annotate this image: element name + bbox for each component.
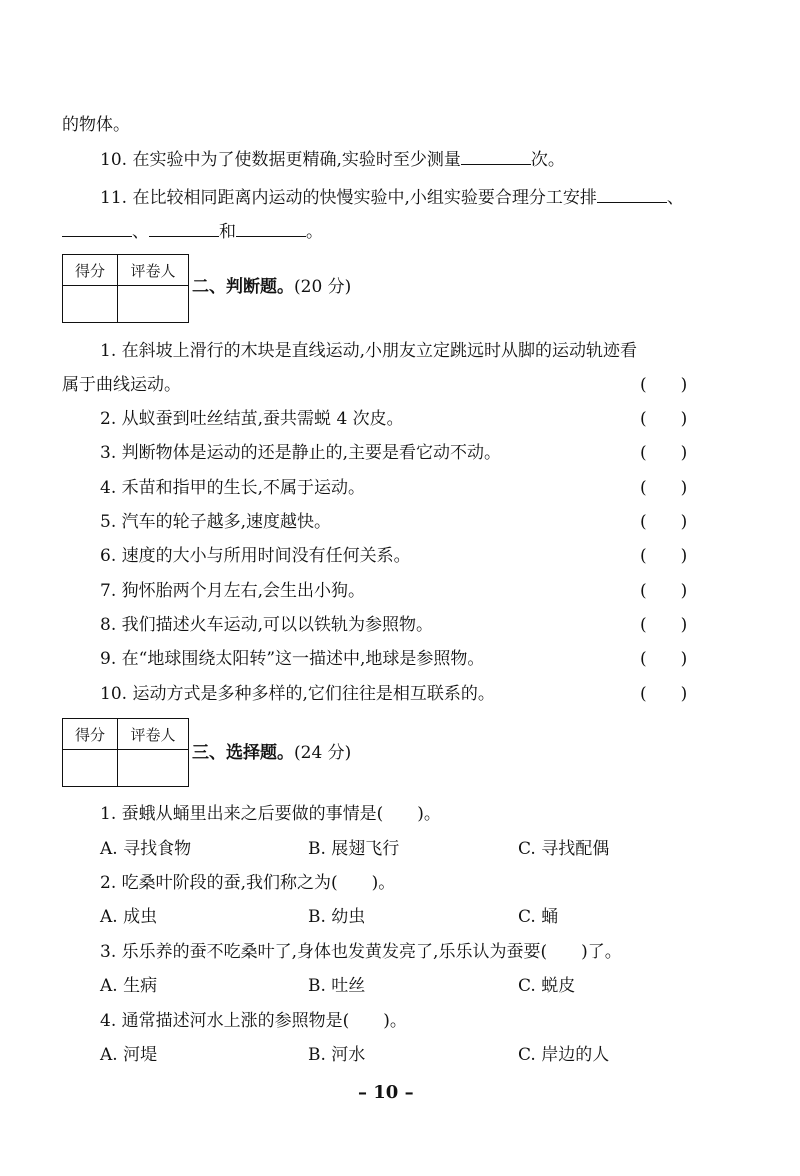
- question-text: 从蚁蚕到吐丝结茧,蚕共需蜕 4 次皮。: [121, 409, 404, 429]
- answer-paren[interactable]: ( ): [640, 512, 688, 532]
- question-text: 在斜坡上滑行的木块是直线运动,小朋友立定跳远时从脚的运动轨迹看: [121, 341, 638, 361]
- choice-option-c[interactable]: C. 蜕皮: [518, 976, 576, 996]
- separator: 、: [132, 222, 149, 242]
- answer-paren[interactable]: ( ): [640, 478, 688, 498]
- question-text: 汽车的轮子越多,速度越快。: [121, 512, 332, 532]
- question-number: 11.: [100, 188, 128, 208]
- question-stem: 吃桑叶阶段的蚕,我们称之为( )。: [121, 873, 396, 893]
- question-text: 在实验中为了使数据更精确,实验时至少测量: [132, 150, 461, 170]
- question-number: 7.: [100, 581, 117, 601]
- question-number: 5.: [100, 512, 117, 532]
- score-box-section-3: [62, 718, 189, 787]
- section-title-text: 三、选择题。: [192, 743, 294, 763]
- answer-blank[interactable]: [236, 220, 306, 237]
- question-text: 禾苗和指甲的生长,不属于运动。: [121, 478, 366, 498]
- choice-option-c[interactable]: C. 蛹: [518, 907, 559, 927]
- question-end: 。: [306, 222, 323, 242]
- score-cell[interactable]: [63, 750, 118, 787]
- separator: 、: [666, 188, 684, 208]
- choice-item-2: [100, 872, 395, 894]
- choice-option-b[interactable]: B. 展翅飞行: [308, 839, 400, 859]
- judge-item-1-cont: 属于曲线运动。: [62, 375, 181, 395]
- choice-option-b[interactable]: B. 吐丝: [308, 976, 366, 996]
- question-number: 8.: [100, 615, 117, 635]
- score-label: 得分: [63, 719, 118, 750]
- question-number: 1.: [100, 341, 117, 361]
- judge-item-5: [100, 511, 331, 533]
- answer-paren[interactable]: ( ): [640, 546, 688, 566]
- question-text: 我们描述火车运动,可以以铁轨为参照物。: [121, 615, 434, 635]
- judge-item-9: [100, 648, 484, 670]
- question-number: 1.: [100, 804, 117, 824]
- grader-label: 评卷人: [118, 719, 189, 750]
- question-number: 2.: [100, 409, 117, 429]
- choice-item-3: [100, 941, 622, 963]
- answer-blank[interactable]: [149, 220, 219, 237]
- grader-cell[interactable]: [118, 286, 189, 323]
- choice-item-1: [100, 803, 441, 825]
- page-number: – 10 –: [358, 1082, 414, 1103]
- answer-paren[interactable]: ( ): [640, 581, 688, 601]
- grader-cell[interactable]: [118, 750, 189, 787]
- question-suffix: 次。: [530, 150, 565, 170]
- judge-item-4: [100, 477, 365, 499]
- judge-item-7: [100, 580, 365, 602]
- question-text: 狗怀胎两个月左右,会生出小狗。: [121, 581, 366, 601]
- question-text: 运动方式是多种多样的,它们往往是相互联系的。: [132, 684, 495, 704]
- choice-option-a[interactable]: A. 成虫: [100, 907, 158, 927]
- question-text: 在比较相同距离内运动的快慢实验中,小组实验要合理分工安排: [132, 188, 597, 208]
- judge-item-2: [100, 408, 404, 430]
- fill-question-10: [100, 148, 565, 171]
- score-box-section-2: [62, 254, 189, 323]
- score-label: 得分: [63, 255, 118, 286]
- section-points: (20 分): [294, 277, 352, 297]
- section-2-title: [192, 276, 351, 298]
- question-number: 10.: [100, 684, 128, 704]
- question-number: 2.: [100, 873, 117, 893]
- question-number: 3.: [100, 443, 117, 463]
- choice-option-b[interactable]: B. 幼虫: [308, 907, 366, 927]
- grader-label: 评卷人: [118, 255, 189, 286]
- judge-item-6: [100, 545, 411, 567]
- question-text: 在“地球围绕太阳转”这一描述中,地球是参照物。: [121, 649, 485, 669]
- question-number: 4.: [100, 478, 117, 498]
- choice-option-a[interactable]: A. 河堤: [100, 1045, 158, 1065]
- question-text: 速度的大小与所用时间没有任何关系。: [121, 546, 411, 566]
- judge-item-10: [100, 683, 495, 705]
- answer-paren[interactable]: ( ): [640, 409, 688, 429]
- question-stem: 乐乐养的蚕不吃桑叶了,身体也发黄发亮了,乐乐认为蚕要( )了。: [121, 942, 622, 962]
- choice-option-b[interactable]: B. 河水: [308, 1045, 366, 1065]
- answer-blank[interactable]: [62, 220, 132, 237]
- question-number: 3.: [100, 942, 117, 962]
- judge-item-8: [100, 614, 433, 636]
- question-text: 判断物体是运动的还是静止的,主要是看它动不动。: [121, 443, 502, 463]
- choice-option-a[interactable]: A. 寻找食物: [100, 839, 192, 859]
- answer-blank[interactable]: [597, 186, 667, 203]
- separator: 和: [219, 222, 236, 242]
- question-number: 4.: [100, 1011, 117, 1031]
- question-number: 6.: [100, 546, 117, 566]
- score-cell[interactable]: [63, 286, 118, 323]
- answer-paren[interactable]: ( ): [640, 615, 688, 635]
- fill-tail-text: 的物体。: [62, 115, 130, 135]
- fill-question-11-cont: [62, 220, 323, 243]
- question-stem: 蚕蛾从蛹里出来之后要做的事情是( )。: [121, 804, 441, 824]
- question-stem: 通常描述河水上涨的参照物是( )。: [121, 1011, 407, 1031]
- judge-item-1: [100, 340, 637, 362]
- section-points: (24 分): [294, 743, 352, 763]
- choice-option-c[interactable]: C. 岸边的人: [518, 1045, 610, 1065]
- section-3-title: [192, 742, 351, 764]
- judge-item-3: [100, 442, 501, 464]
- answer-paren[interactable]: ( ): [640, 375, 688, 395]
- answer-paren[interactable]: ( ): [640, 684, 688, 704]
- question-number: 9.: [100, 649, 117, 669]
- choice-option-c[interactable]: C. 寻找配偶: [518, 839, 610, 859]
- answer-paren[interactable]: ( ): [640, 649, 688, 669]
- section-title-text: 二、判断题。: [192, 277, 294, 297]
- choice-option-a[interactable]: A. 生病: [100, 976, 158, 996]
- choice-item-4: [100, 1010, 407, 1032]
- answer-paren[interactable]: ( ): [640, 443, 688, 463]
- question-number: 10.: [100, 150, 128, 170]
- answer-blank[interactable]: [461, 148, 531, 165]
- fill-question-11: [100, 186, 684, 209]
